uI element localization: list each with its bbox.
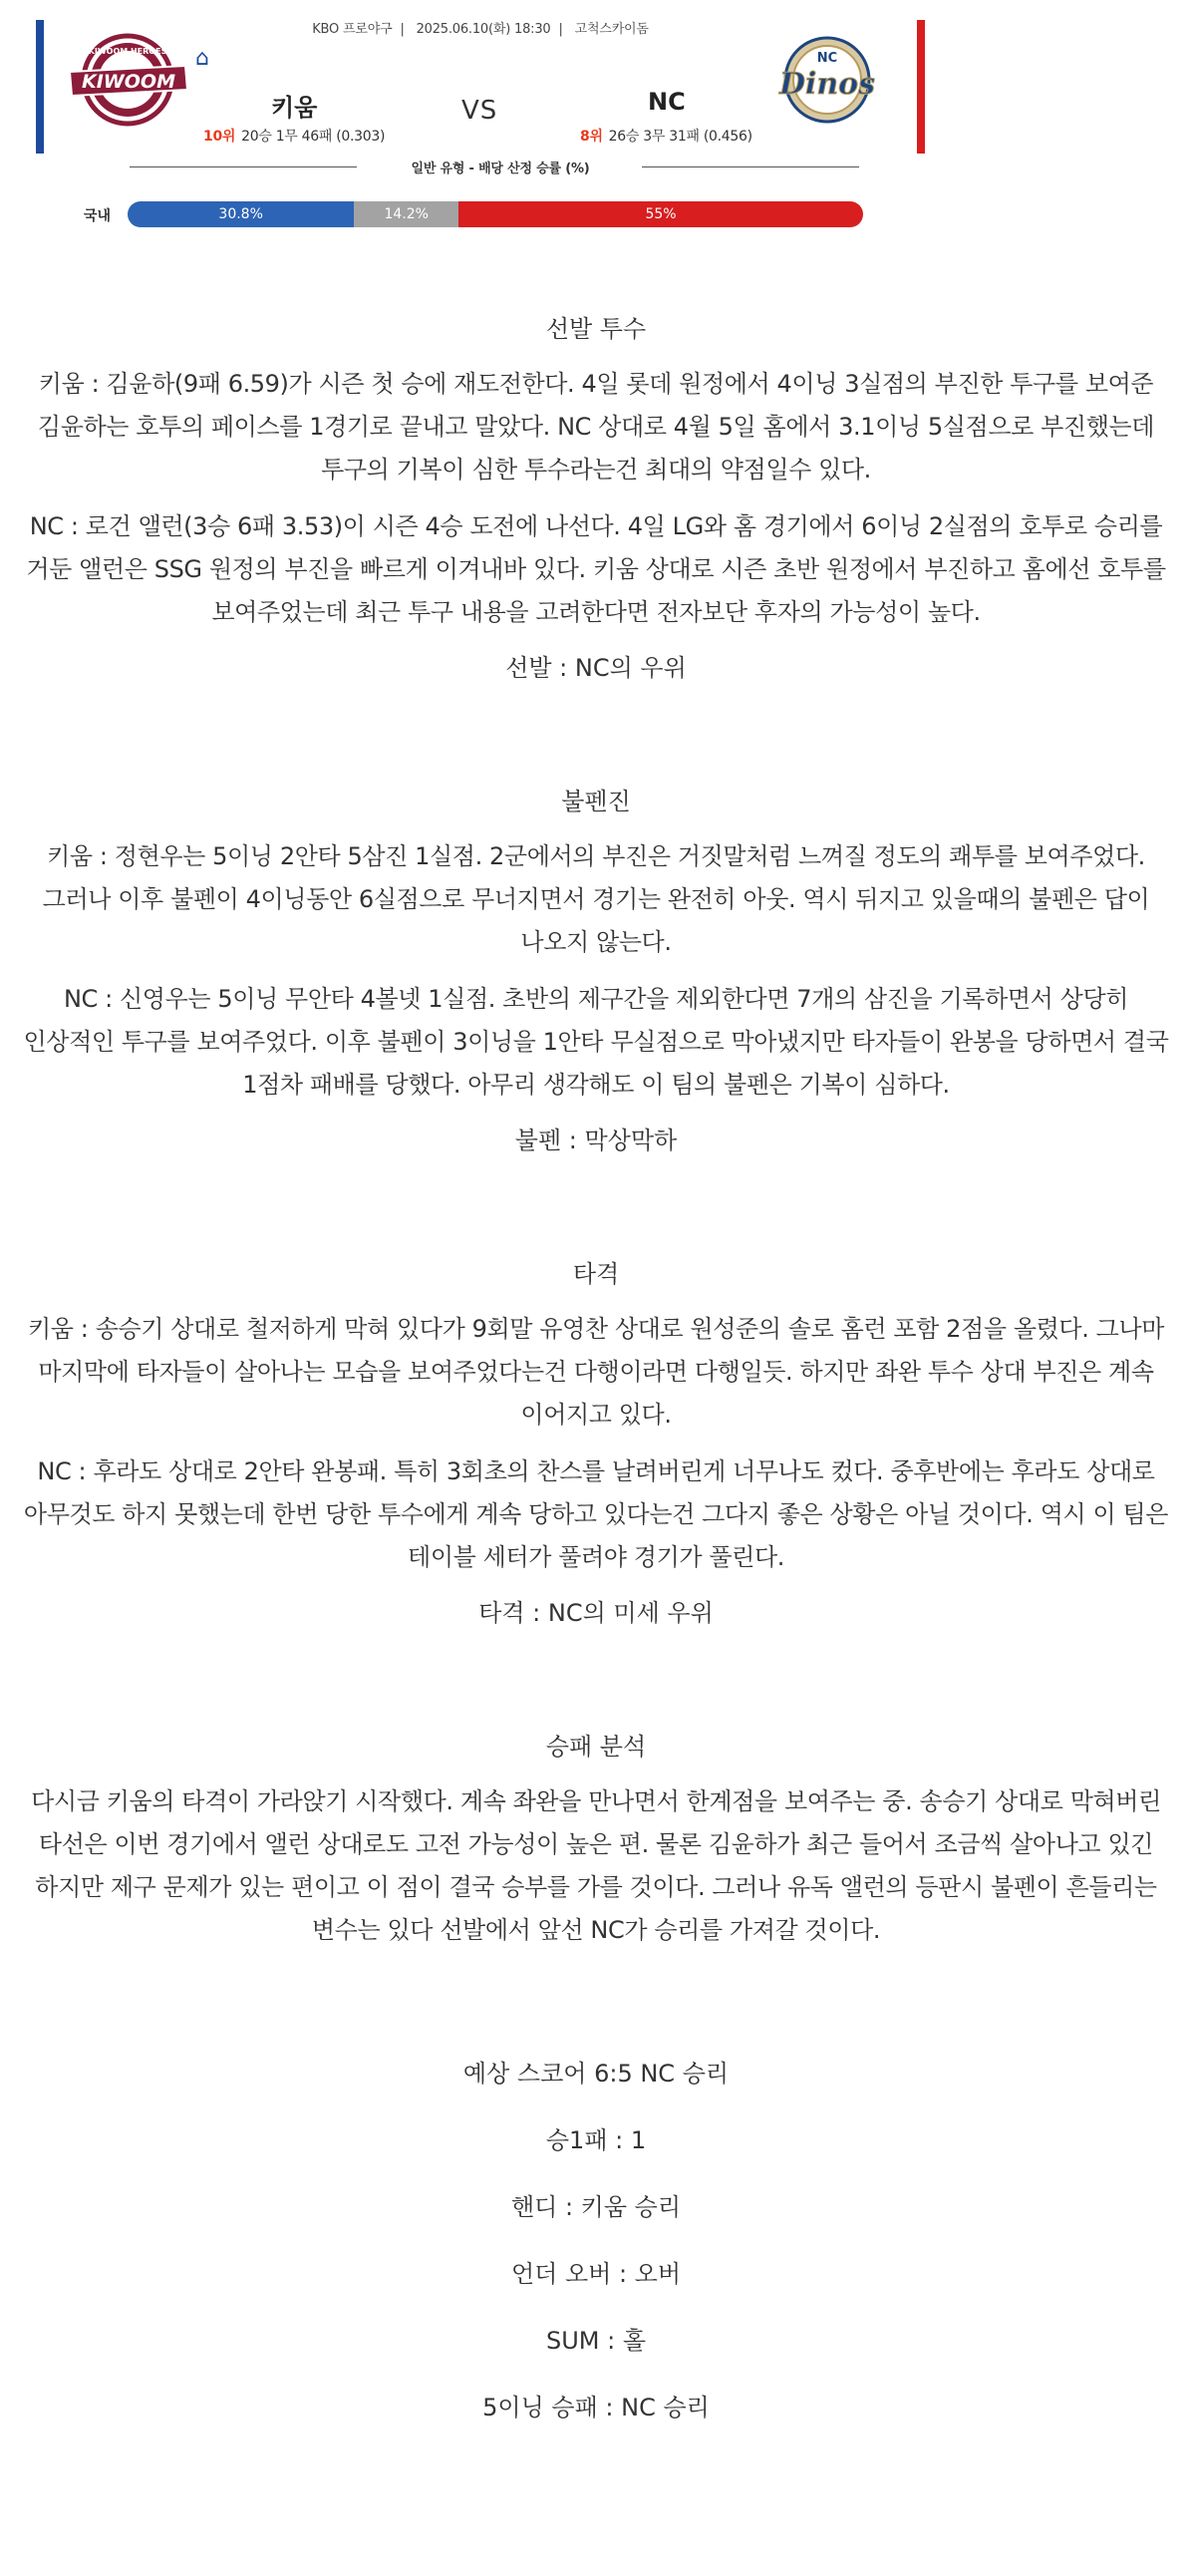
- prediction-handicap: 핸디 : 키움 승리: [510, 2193, 682, 2221]
- home-team-wl: 20승 1무 46패 (0.303): [241, 129, 386, 145]
- away-team-rank: 8위: [580, 129, 603, 145]
- match-header: [36, 14, 925, 158]
- nc-dinos-logo: [765, 32, 889, 128]
- analysis-paragraph: 다시금 키움의 타격이 가라앉기 시작했다. 계속 좌완을 만나면서 한계점을 보여주는 중. 송승기 상대로 막혀버린 타선은 이번 경기에서 앨런 상대로도 고전 가능성이 높은 편. 물론 김윤하가 최근 들어서 조금씩 살아나고 있긴 하지만 제구 문제가 있는 편이고 이 점이 결국 승부를 가를 것이다. 그러나 유독 앨런의 등판시 불펜이 흔들리는 변수는 있다 선발에서 앞선 NC가 승리를 가져갈 것이다.: [31, 1787, 1161, 1944]
- away-team-wl: 26승 3무 31패 (0.456): [608, 129, 752, 145]
- game-datetime: 2025.06.10(화) 18:30: [416, 22, 551, 37]
- game-info: KBO 프로야구 | 2025.06.10(화) 18:30 | 고척스카이돔: [312, 22, 649, 37]
- odds-title-row: [130, 158, 859, 177]
- prediction-five-innings: 5이닝 승패 : NC 승리: [482, 2394, 710, 2421]
- draw-probability: 14.2%: [354, 201, 458, 227]
- starter-away-paragraph: NC : 로건 앨런(3승 6패 3.53)이 시즌 4승 도전에 나선다. 4일 LG와 홈 경기에서 6이닝 2실점의 호투로 승리를 거둔 앨런은 SSG 원정의 부진을 빠르게 이겨내바 있다. 키움 상대로 시즌 초반 원정에서 부진하고 홈에선 호투를 보여주었는데 최근 투구 내용을 고려한다면 전자보단 후자의 가능성이 높다.: [26, 512, 1166, 626]
- bullpen-verdict: 불펜 : 막상막하: [514, 1127, 678, 1154]
- league-name: KBO 프로야구: [312, 22, 393, 37]
- kiwoom-logo: [66, 32, 189, 128]
- bullpen-heading: 불펜진: [561, 788, 631, 815]
- home-icon: ⌂: [195, 46, 209, 71]
- vs-label: VS: [461, 96, 498, 126]
- odds-bar: [128, 201, 863, 227]
- starter-heading: 선발 투수: [545, 315, 647, 343]
- prediction-sum: SUM : 홀: [545, 2327, 647, 2355]
- batting-away-paragraph: NC : 후라도 상대로 2안타 완봉패. 특히 3회초의 찬스를 날려버린게 너무나도 컸다. 중후반에는 후라도 상대로 아무것도 하지 못했는데 한번 당한 투수에게 계속 당하고 있다는건 그다지 좋은 상황은 아닐 것이다. 역시 이 팀은 테이블 세터가 풀려야 경기가 풀린다.: [23, 1457, 1169, 1571]
- predicted-score: 예상 스코어 6:5 NC 승리: [462, 2060, 730, 2088]
- batting-heading: 타격: [572, 1260, 620, 1288]
- away-win-probability: 55%: [458, 201, 863, 227]
- home-accent-bar: [36, 20, 44, 154]
- nc-logo-text: Dinos: [778, 67, 876, 102]
- stadium-name: 고척스카이돔: [574, 22, 649, 37]
- analysis-heading: 승패 분석: [545, 1733, 647, 1761]
- batting-verdict: 타격 : NC의 미세 우위: [478, 1599, 714, 1627]
- preview-article: [22, 299, 1170, 2425]
- odds-label: 국내: [84, 208, 112, 224]
- starter-home-paragraph: 키움 : 김윤하(9패 6.59)가 시즌 첫 승에 재도전한다. 4일 롯데 원정에서 4이닝 3실점의 부진한 투구를 보여준 김윤하는 호투의 페이스를 1경기로 끝내고 말았다. NC 상대로 4월 5일 홈에서 3.1이닝 5실점으로 부진했는데 투구의 기복이 심한 투수라는건 최대의 약점일수 있다.: [37, 370, 1155, 483]
- odds-title: 일반 유형 - 배당 산정 승률 (%): [411, 161, 590, 176]
- bullpen-home-paragraph: 키움 : 정현우는 5이닝 2안타 5삼진 1실점. 2군에서의 부진은 거짓말처럼 느껴질 정도의 쾌투를 보여주었다. 그러나 이후 불펜이 4이닝동안 6실점으로 무너지면서 경기는 완전히 아웃. 역시 뒤지고 있을때의 불펜은 답이 나오지 않는다.: [42, 842, 1150, 956]
- home-team-rank: 10위: [203, 129, 236, 145]
- home-win-probability: 30.8%: [128, 201, 354, 227]
- kiwoom-logo-text: KIWOOM: [82, 71, 175, 93]
- bullpen-away-paragraph: NC : 신영우는 5이닝 무안타 4볼넷 1실점. 초반의 제구간을 제외한다면 7개의 삼진을 기록하면서 상당히 인상적인 투구를 보여주었다. 이후 불펜이 3이닝을 1안타 무실점으로 막아냈지만 타자들이 완봉을 당하면서 결국 1점차 패배를 당했다. 아무리 생각해도 이 팀의 불펜은 기복이 심하다.: [23, 985, 1169, 1099]
- prediction-under-over: 언더 오버 : 오버: [510, 2260, 682, 2288]
- away-team-record: [580, 126, 752, 146]
- kiwoom-logo-top-text: KIWOOM HEROES: [88, 47, 167, 56]
- odds-row: [40, 199, 857, 229]
- batting-home-paragraph: 키움 : 송승기 상대로 철저하게 막혀 있다가 9회말 유영찬 상대로 원성준의 솔로 홈런 포함 2점을 올렸다. 그나마 마지막에 타자들이 살아나는 모습을 보여주었다는건 다행이라면 다행일듯. 하지만 좌완 투수 상대 부진은 계속 이어지고 있다.: [27, 1315, 1165, 1429]
- prediction-1x2: 승1패 : 1: [545, 2126, 647, 2154]
- away-team-name: NC: [648, 88, 686, 116]
- home-team-name: 키움: [271, 94, 318, 122]
- home-team-record: [203, 126, 385, 146]
- nc-logo-top-text: NC: [816, 51, 838, 66]
- away-accent-bar: [917, 20, 925, 154]
- starter-verdict: 선발 : NC의 우위: [505, 654, 687, 682]
